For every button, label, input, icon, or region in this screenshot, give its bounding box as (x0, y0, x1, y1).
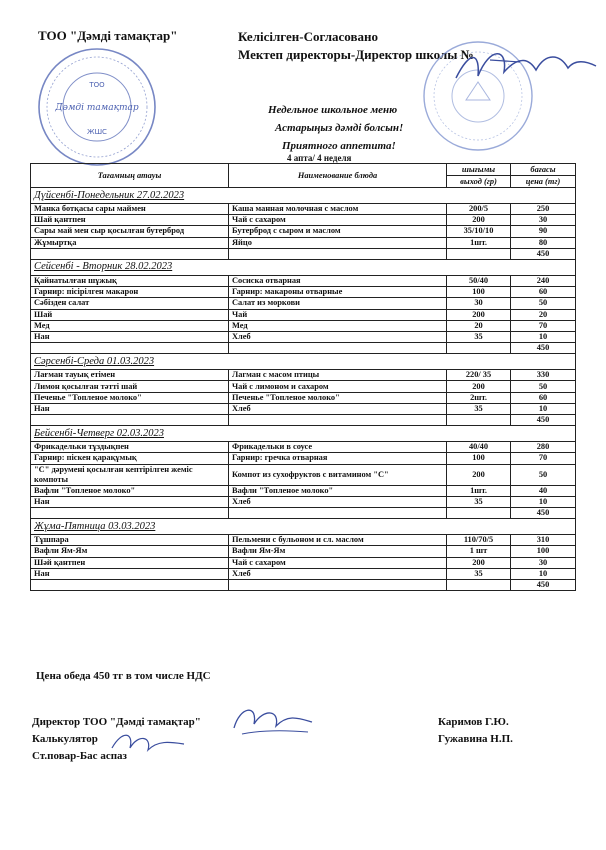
menu-row (31, 464, 576, 485)
dish-yield: 100 (447, 453, 511, 464)
dish-price: 100 (511, 546, 576, 557)
total-empty-ru (229, 415, 447, 426)
total-empty-yield (447, 343, 511, 354)
header-name-kz: Тағамның атауы (31, 164, 229, 188)
dish-name-kz: Нан (31, 331, 229, 342)
menu-row (31, 485, 576, 496)
dish-yield: 1шт. (447, 485, 511, 496)
total-empty-ru (229, 248, 447, 259)
day-title-cell (31, 259, 576, 275)
dish-name-kz: Фрикадельки тұздықпен (31, 442, 229, 453)
day-header-row (31, 426, 576, 442)
menu-row (31, 442, 576, 453)
day-total: 450 (511, 507, 576, 518)
dish-yield: 110/70/5 (447, 535, 511, 546)
dish-name-ru: Чай (229, 309, 447, 320)
dish-name-kz: Гарнир: пісірілген макарон (31, 287, 229, 298)
dish-name-kz: "С" дәрумені қосылған кептірілген жеміс компоты (31, 464, 229, 485)
dish-yield: 35/10/10 (447, 226, 511, 237)
dish-name-kz: Лимон қосылған тәтті шай (31, 381, 229, 392)
total-empty-kz (31, 343, 229, 354)
dish-name-kz: Сәбізден салат (31, 298, 229, 309)
dish-yield: 200 (447, 464, 511, 485)
dish-yield: 30 (447, 298, 511, 309)
day-title-cell (31, 519, 576, 535)
dish-price: 30 (511, 557, 576, 568)
day-header-row (31, 519, 576, 535)
calculator-label: Калькулятор (32, 733, 98, 745)
menu-row (31, 215, 576, 226)
dish-name-ru: Вафли Ям-Ям (229, 546, 447, 557)
header-name-ru: Наименование блюда (229, 164, 447, 188)
dish-name-kz: Тұшпара (31, 535, 229, 546)
menu-wish-kz: Астарыңыз дәмді болсын! (275, 122, 404, 134)
dish-name-kz: Нан (31, 496, 229, 507)
menu-row (31, 309, 576, 320)
dish-name-ru: Бутерброд с сыром и маслом (229, 226, 447, 237)
dish-price: 70 (511, 453, 576, 464)
total-empty-ru (229, 579, 447, 590)
dish-yield: 35 (447, 331, 511, 342)
dish-price: 70 (511, 320, 576, 331)
dish-name-ru: Мед (229, 320, 447, 331)
menu-row (31, 557, 576, 568)
company-name: ТОО "Дәмді тамақтар" (38, 28, 178, 43)
dish-name-kz: Қайнатылған шұжық (31, 275, 229, 286)
total-empty-yield (447, 579, 511, 590)
price-note: Цена обеда 450 тг в том числе НДС (36, 670, 211, 682)
dish-yield: 35 (447, 496, 511, 507)
calculator-signature (108, 726, 188, 760)
day-title-cell (31, 426, 576, 442)
dish-name-kz: Вафли "Топленое молоко" (31, 485, 229, 496)
dish-name-kz: Гарнир: піскен қарақұмық (31, 453, 229, 464)
day-title: Жұма-Пятница 03.03.2023 (34, 520, 156, 532)
total-empty-kz (31, 415, 229, 426)
day-total: 450 (511, 579, 576, 590)
dish-yield: 20 (447, 320, 511, 331)
stamp-top-label: ТОО (89, 81, 105, 89)
dish-yield: 1шт. (447, 237, 511, 248)
dish-price: 50 (511, 381, 576, 392)
day-title-cell (31, 188, 576, 204)
dish-price: 310 (511, 535, 576, 546)
director-label: Директор ТОО "Дәмді тамақтар" (32, 716, 201, 728)
menu-row (31, 320, 576, 331)
menu-title: Недельное школьное меню (268, 104, 398, 116)
dish-price: 10 (511, 496, 576, 507)
dish-name-ru: Каша манная молочная с маслом (229, 204, 447, 215)
dish-name-ru: Хлеб (229, 403, 447, 414)
menu-table (30, 163, 576, 591)
dish-price: 10 (511, 403, 576, 414)
menu-row (31, 381, 576, 392)
dish-price: 250 (511, 204, 576, 215)
day-header-row (31, 259, 576, 275)
dish-price: 240 (511, 275, 576, 286)
dish-yield: 200 (447, 215, 511, 226)
menu-row (31, 298, 576, 309)
day-title: Бейсенбі-Четверг 02.03.2023 (34, 427, 164, 439)
dish-name-kz: Шай (31, 309, 229, 320)
dish-yield: 200 (447, 381, 511, 392)
total-empty-yield (447, 507, 511, 518)
dish-name-ru: Гарнир: макароны отварные (229, 287, 447, 298)
day-header-row (31, 188, 576, 204)
dish-name-ru: Сосиска отварная (229, 275, 447, 286)
menu-row (31, 237, 576, 248)
dish-yield: 35 (447, 568, 511, 579)
dish-name-kz: Нан (31, 403, 229, 414)
menu-row (31, 204, 576, 215)
day-title: Сейсенбі - Вторник 28.02.2023 (34, 261, 173, 273)
total-row (31, 507, 576, 518)
menu-row (31, 568, 576, 579)
dish-price: 330 (511, 370, 576, 381)
dish-yield: 35 (447, 403, 511, 414)
dish-price: 50 (511, 298, 576, 309)
day-header-row (31, 354, 576, 370)
dish-price: 10 (511, 331, 576, 342)
director-approval-signature (450, 40, 600, 90)
menu-row (31, 496, 576, 507)
dish-name-ru: Компот из сухофруктов с витамином "С" (229, 464, 447, 485)
dish-yield: 200/5 (447, 204, 511, 215)
total-empty-yield (447, 248, 511, 259)
dish-name-kz: Жұмыртқа (31, 237, 229, 248)
menu-row (31, 275, 576, 286)
dish-name-ru: Вафли "Топленое молоко" (229, 485, 447, 496)
day-title: Сәрсенбі-Среда 01.03.2023 (34, 355, 155, 367)
dish-yield: 200 (447, 557, 511, 568)
company-stamp (32, 42, 162, 172)
total-row (31, 579, 576, 590)
total-empty-ru (229, 507, 447, 518)
menu-row (31, 535, 576, 546)
dish-name-ru: Чай с лимоном и сахаром (229, 381, 447, 392)
dish-name-ru: Хлеб (229, 568, 447, 579)
calculator-name: Гужавина Н.П. (438, 733, 513, 745)
dish-name-ru: Хлеб (229, 331, 447, 342)
total-empty-kz (31, 579, 229, 590)
dish-name-ru: Чай с сахаром (229, 557, 447, 568)
dish-name-kz: Мед (31, 320, 229, 331)
menu-row (31, 287, 576, 298)
day-title: Дүйсенбі-Понедельник 27.02.2023 (34, 189, 185, 201)
cook-label: Ст.повар-Бас аспаз (32, 750, 127, 762)
dish-yield: 200 (447, 309, 511, 320)
menu-row (31, 331, 576, 342)
dish-price: 90 (511, 226, 576, 237)
dish-name-ru: Яйцо (229, 237, 447, 248)
director-signature (228, 700, 318, 740)
dish-name-kz: Шай қантпен (31, 215, 229, 226)
header-price-ru: цена (тг) (511, 176, 576, 188)
dish-name-ru: Салат из моркови (229, 298, 447, 309)
day-total: 450 (511, 248, 576, 259)
dish-name-ru: Чай с сахаром (229, 215, 447, 226)
header-row-1 (31, 164, 576, 176)
menu-row (31, 392, 576, 403)
dish-name-ru: Лагман с масом птицы (229, 370, 447, 381)
dish-price: 30 (511, 215, 576, 226)
day-title-cell (31, 354, 576, 370)
total-empty-kz (31, 507, 229, 518)
header-yield-ru: выход (гр) (447, 176, 511, 188)
menu-wish-ru: Приятного аппетита! (282, 140, 396, 152)
dish-price: 10 (511, 568, 576, 579)
dish-name-ru: Хлеб (229, 496, 447, 507)
director-name: Каримов Г.Ю. (438, 716, 509, 728)
total-empty-ru (229, 343, 447, 354)
total-empty-yield (447, 415, 511, 426)
dish-name-kz: Лағман тауық етімен (31, 370, 229, 381)
dish-name-kz: Сары май мен сыр қосылған бутерброд (31, 226, 229, 237)
dish-name-kz: Вафли Ям-Ям (31, 546, 229, 557)
stamp-bottom-label: ЖШС (87, 128, 107, 136)
dish-price: 20 (511, 309, 576, 320)
dish-yield: 50/40 (447, 275, 511, 286)
dish-name-kz: Манка ботқасы сары маймен (31, 204, 229, 215)
dish-price: 80 (511, 237, 576, 248)
dish-yield: 40/40 (447, 442, 511, 453)
dish-name-kz: Печенье "Топленое молоко" (31, 392, 229, 403)
approval-title: Келісілген-Согласовано (238, 29, 378, 44)
dish-price: 50 (511, 464, 576, 485)
total-row (31, 248, 576, 259)
header-price-kz: бағасы (511, 164, 576, 176)
menu-row (31, 546, 576, 557)
header-yield-kz: шығымы (447, 164, 511, 176)
dish-name-kz: Нан (31, 568, 229, 579)
menu-row (31, 403, 576, 414)
approval-director: Мектеп директоры-Директор школы № (238, 47, 474, 62)
dish-yield: 1 шт (447, 546, 511, 557)
day-total: 450 (511, 415, 576, 426)
dish-price: 40 (511, 485, 576, 496)
total-row (31, 415, 576, 426)
dish-yield: 220/ 35 (447, 370, 511, 381)
dish-name-ru: Гарнир: гречка отварная (229, 453, 447, 464)
menu-row (31, 370, 576, 381)
dish-price: 60 (511, 287, 576, 298)
day-total: 450 (511, 343, 576, 354)
menu-week: 4 апта/ 4 неделя (287, 153, 352, 163)
dish-price: 60 (511, 392, 576, 403)
stamp-center: Дәмді тамақтар (55, 103, 139, 113)
dish-name-ru: Фрикадельки в соусе (229, 442, 447, 453)
dish-name-ru: Пельмени с бульоном и сл. маслом (229, 535, 447, 546)
dish-yield: 2шт. (447, 392, 511, 403)
menu-row (31, 453, 576, 464)
dish-name-kz: Шәй қантпен (31, 557, 229, 568)
dish-name-ru: Печенье "Топленое молоко" (229, 392, 447, 403)
total-row (31, 343, 576, 354)
dish-price: 280 (511, 442, 576, 453)
total-empty-kz (31, 248, 229, 259)
menu-row (31, 226, 576, 237)
dish-yield: 100 (447, 287, 511, 298)
